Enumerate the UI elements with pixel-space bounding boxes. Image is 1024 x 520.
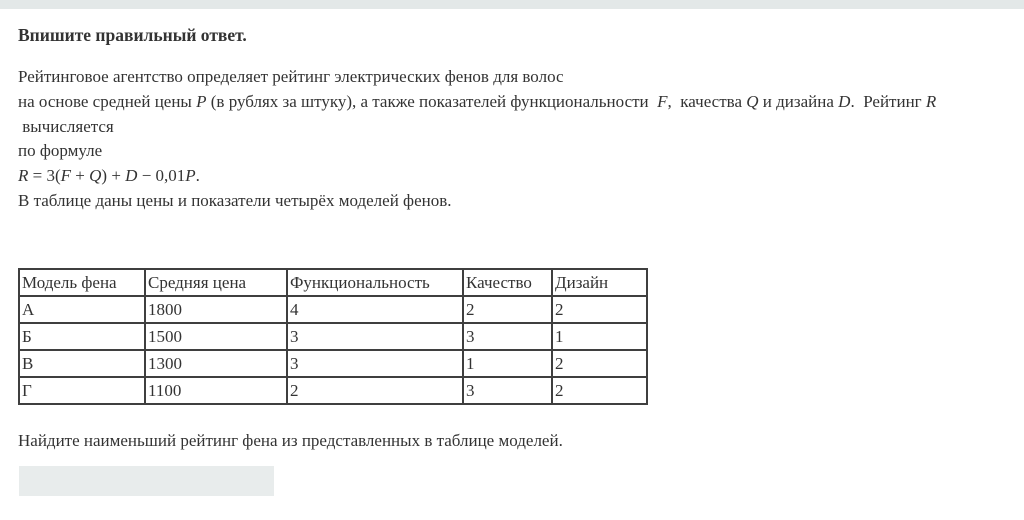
table-cell: 3 bbox=[463, 377, 552, 404]
answer-input[interactable] bbox=[19, 466, 274, 496]
table-cell: 3 bbox=[287, 323, 463, 350]
problem-line-1: Рейтинговое агентство определяет рейтинг электрических фенов для волос bbox=[18, 67, 564, 86]
table-row bbox=[19, 377, 647, 404]
table-cell: 2 bbox=[552, 296, 647, 323]
table-cell: 1 bbox=[552, 323, 647, 350]
table-cell: А bbox=[19, 296, 145, 323]
problem-line-2: на основе средней цены P (в рублях за штуку), а также показателей функциональности F, качества Q и дизайна D. Рейтинг R bbox=[18, 91, 937, 111]
problem-line-3: вычисляется bbox=[18, 116, 114, 136]
table-cell: 2 bbox=[552, 377, 647, 404]
table-cell: 4 bbox=[287, 296, 463, 323]
table-cell: В bbox=[19, 350, 145, 377]
header-price: Средняя цена bbox=[145, 269, 287, 296]
table-row bbox=[19, 296, 647, 323]
table-cell: 1500 bbox=[145, 323, 287, 350]
table-cell: 1100 bbox=[145, 377, 287, 404]
task-prompt-title: Впишите правильный ответ. bbox=[18, 25, 247, 45]
problem-statement bbox=[18, 65, 1008, 214]
table-cell: 2 bbox=[463, 296, 552, 323]
table-cell: 1800 bbox=[145, 296, 287, 323]
problem-line-6: В таблице даны цены и показатели четырёх моделей фенов. bbox=[18, 190, 452, 210]
ratings-table bbox=[18, 268, 648, 405]
table-cell: 1 bbox=[463, 350, 552, 377]
table-cell: 3 bbox=[287, 350, 463, 377]
header-quality: Качество bbox=[463, 269, 552, 296]
table-cell: 2 bbox=[287, 377, 463, 404]
problem-content bbox=[0, 26, 1024, 496]
header-model: Модель фена bbox=[19, 269, 145, 296]
table-cell: Б bbox=[19, 323, 145, 350]
header-functionality: Функциональность bbox=[287, 269, 463, 296]
table-cell: Г bbox=[19, 377, 145, 404]
header-design: Дизайн bbox=[552, 269, 647, 296]
rating-formula: R = 3(F + Q) + D − 0,01P. bbox=[18, 166, 200, 186]
table-row bbox=[19, 350, 647, 377]
table-cell: 3 bbox=[463, 323, 552, 350]
table-cell: 2 bbox=[552, 350, 647, 377]
problem-line-4: по формуле bbox=[18, 141, 103, 161]
top-divider-bar bbox=[0, 0, 1024, 9]
table-header-row bbox=[19, 269, 647, 296]
table-cell: 1300 bbox=[145, 350, 287, 377]
table-row bbox=[19, 323, 647, 350]
question-text: Найдите наименьший рейтинг фена из представленных в таблице моделей. bbox=[18, 430, 563, 450]
